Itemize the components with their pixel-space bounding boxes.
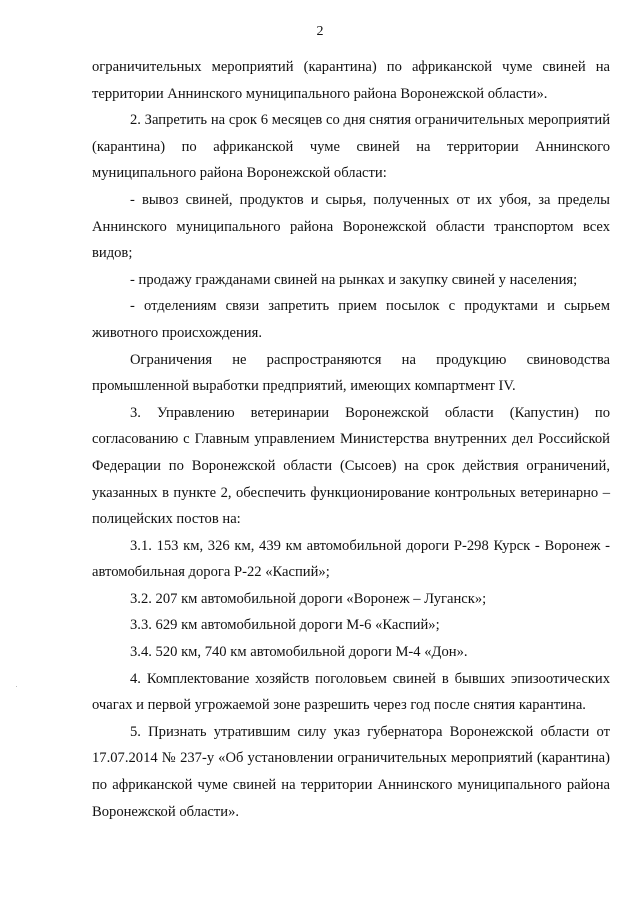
paragraph-item-3-1: 3.1. 153 км, 326 км, 439 км автомобильной дороги Р-298 Курск - Воронеж - автомобильная дорога Р-22 «Каспий»; bbox=[92, 537, 610, 581]
page-number: 2 bbox=[316, 24, 324, 39]
paragraph-exemption: Ограничения не распространяются на продукцию свиноводства промышленной выработки предприятий, имеющих компартмент IV. bbox=[92, 351, 610, 395]
paragraph-item-3: 3. Управлению ветеринарии Воронежской области (Капустин) по согласованию с Главным управлением Министерства внутренних дел Российской Федерации по Воронежской области (Сысоев) на срок действия ограничений, указанных в пункте 2, обеспечить функционирование контрольных ветеринарно – полицейских постов на: bbox=[92, 404, 610, 528]
paragraph-item-5: 5. Признать утратившим силу указ губернатора Воронежской области от 17.07.2014 № 237-у «Об установлении ограничительных мероприятий (карантина) по африканской чуме свиней на территории Аннинского муниципального района Воронежской области». bbox=[92, 723, 610, 820]
paragraph-ban-sale: - продажу гражданами свиней на рынках и закупку свиней у населения; bbox=[130, 271, 578, 288]
document-body bbox=[92, 54, 610, 825]
paragraph-continuation: ограничительных мероприятий (карантина) по африканской чуме свиней на территории Аннинского муниципального района Воронежской области». bbox=[92, 59, 610, 102]
paragraph-ban-parcels: - отделениям связи запретить прием посылок с продуктами и сырьем животного происхождения. bbox=[92, 298, 610, 341]
paragraph-ban-export: - вывоз свиней, продуктов и сырья, полученных от их убоя, за пределы Аннинского муниципального района Воронежской области транспортом всех видов; bbox=[92, 191, 610, 262]
paragraph-item-3-3: 3.3. 629 км автомобильной дороги М-6 «Каспий»; bbox=[130, 617, 440, 634]
paragraph-item-3-4: 3.4. 520 км, 740 км автомобильной дороги М-4 «Дон». bbox=[130, 644, 468, 661]
paragraph-item-2: 2. Запретить на срок 6 месяцев со дня снятия ограничительных мероприятий (карантина) по африканской чуме свиней на территории Аннинского муниципального района Воронежской области: bbox=[92, 112, 610, 182]
scan-speck bbox=[16, 686, 17, 687]
paragraph-item-3-2: 3.2. 207 км автомобильной дороги «Воронеж – Луганск»; bbox=[130, 590, 487, 607]
paragraph-item-4: 4. Комплектование хозяйств поголовьем свиней в бывших эпизоотических очагах и первой угрожаемой зоне разрешить через год после снятия карантина. bbox=[92, 670, 610, 714]
